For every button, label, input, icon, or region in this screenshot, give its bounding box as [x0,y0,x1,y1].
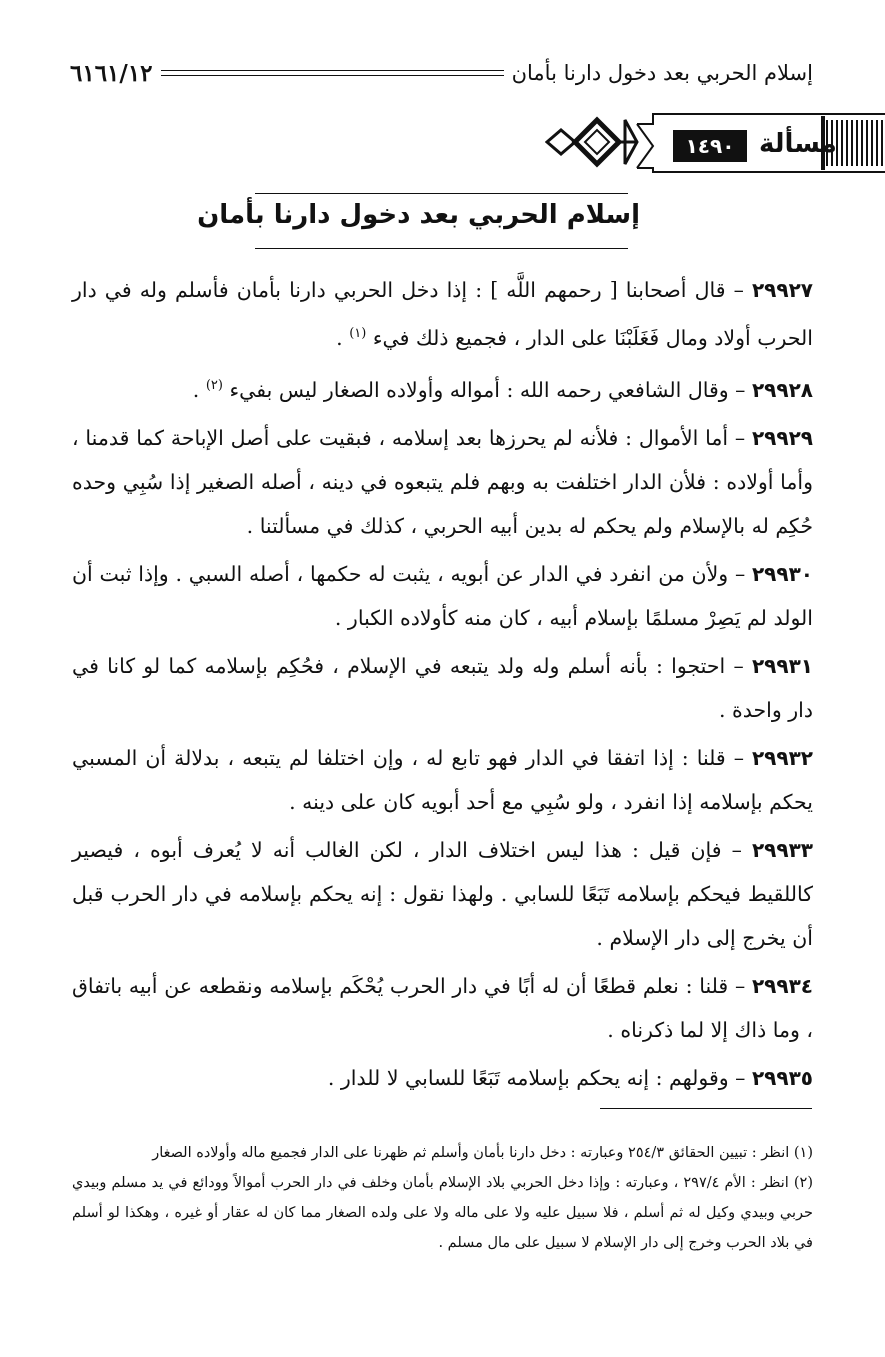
paragraph [72,1056,813,1100]
chapter-title: إسلام الحربي بعد دخول دارنا بأمان [197,200,640,230]
paragraph [72,644,813,732]
body-text [72,268,813,1104]
running-header-title: إسلام الحربي بعد دخول دارنا بأمان [511,61,813,85]
masala-number: ١٤٩٠ [673,130,747,162]
paragraph-text: – وقولهم : إنه يحكم بإسلامه تَبَعًا للسابي لا للدار . [327,1065,752,1090]
masala-banner [545,112,885,178]
paragraph-text: – احتجوا : بأنه أسلم وله ولد يتبعه في الإسلام ، فحُكِم بإسلامه كما لو كانا في دار واحدة . [72,653,813,722]
paragraph-text: – وقال الشافعي رحمه الله : أمواله وأولاده الصغار ليس بفيء [229,377,752,402]
chapter-rule-top [255,193,628,194]
footnote-separator [600,1108,812,1109]
chapter-rule-bottom [255,248,628,249]
footnote: (٢) انظر : الأم ٢٩٧/٤ ، وعبارته : وإذا دخل الحربي بلاد الإسلام بأمان وخلف في دار الحرب أموالاً وودائع في يد مسلم وبيدي حربي وبيدي وكيل له ثم أسلم ، فلا سبيل عليه ولا على ماله ولا على ولده الصغار مما كان له عقار أو غيره ، وهكذا لو أسلم في بلاد الحرب وخرج إلى دار الإسلام لا سبيل على مال مسلم . [72,1175,813,1251]
paragraph-number: ٢٩٩٢٨ [751,377,813,402]
footnotes [72,1138,813,1258]
paragraph [72,736,813,824]
paragraph-text: – قلنا : نعلم قطعًا أن له أبًا في دار الحرب يُحْكَم بإسلامه ونقطعه عن أبيه باتفاق ، وما ذاك إلا لما ذكرناه . [72,973,813,1042]
paragraph-tail: . [192,377,206,402]
footnote-ref[interactable]: (٢) [205,377,223,393]
running-header [70,56,813,90]
paragraph [72,416,813,548]
paragraph-text: – قال أصحابنا [ رحمهم اللَّه ] : إذا دخل الحربي دارنا بأمان فأسلم وله في دار الحرب أولاد ومال فَغَلَبْنَا على الدار ، فجميع ذلك فيء [72,278,813,350]
paragraph-number: ٢٩٩٢٧ [751,278,813,302]
paragraph-number: ٢٩٩٣٤ [751,973,813,998]
paragraph-text: – فإن قيل : هذا ليس اختلاف الدار ، لكن الغالب أنه لا يُعرف أبوه ، فيصير كاللقيط فيحكم بإسلامه تَبَعًا للسابي . ولهذا نقول : إنه يحكم بإسلامه في دار الحرب قبل أن يخرج إلى دار الإسلام . [72,837,813,950]
paragraph-number: ٢٩٩٣٥ [751,1065,813,1090]
paragraph-text: – أما الأموال : فلأنه لم يحرزها بعد إسلامه ، فبقيت على أصل الإباحة كما قدمنا ، وأما أولاده : فلأن الدار اختلفت به وبهم فلم يتبعوه في دينه ، أصله الصغير إذا سُبِي وحده حُكِم له بالإسلام ولم يحكم له بدين أبيه الحربي ، كذلك في مسألتنا . [72,425,813,538]
paragraph-number: ٢٩٩٣٠ [751,561,813,586]
paragraph-number: ٢٩٩٢٩ [751,425,813,450]
paragraph-text: – قلنا : إذا اتفقا في الدار فهو تابع له ، وإن اختلفا لم يتبعه ، بدلالة أن المسبي يحكم بإسلامه إذا انفرد ، ولو سُبِي مع أحد أبويه كان على دينه . [72,745,813,814]
paragraph-text: – ولأن من انفرد في الدار عن أبويه ، يثبت له حكمها ، أصله السبي . وإذا ثبت أن الولد لم يَصِرْ مسلمًا بإسلام أبيه ، كان منه كأولاده الكبار . [72,561,813,630]
paragraph-number: ٢٩٩٣١ [751,653,813,678]
paragraph-number: ٢٩٩٣٢ [751,745,813,770]
paragraph-number: ٢٩٩٣٣ [751,837,813,862]
footnote-ref[interactable]: (١) [349,326,367,341]
paragraph [72,828,813,960]
paragraph-tail: . [336,325,350,350]
paragraph [72,268,813,360]
paragraph [72,964,813,1052]
running-header-rule [161,70,504,76]
paragraph [72,364,813,412]
masala-label: مسألة [759,129,837,159]
paragraph [72,552,813,640]
footnote: (١) انظر : تبيين الحقائق ٢٥٤/٣ وعبارته : دخل دارنا بأمان وأسلم ثم ظهرنا على الدار فجميع ماله وأولاده الصغار [152,1145,813,1161]
page-reference: ٦١٦١/١٢ [70,59,153,87]
